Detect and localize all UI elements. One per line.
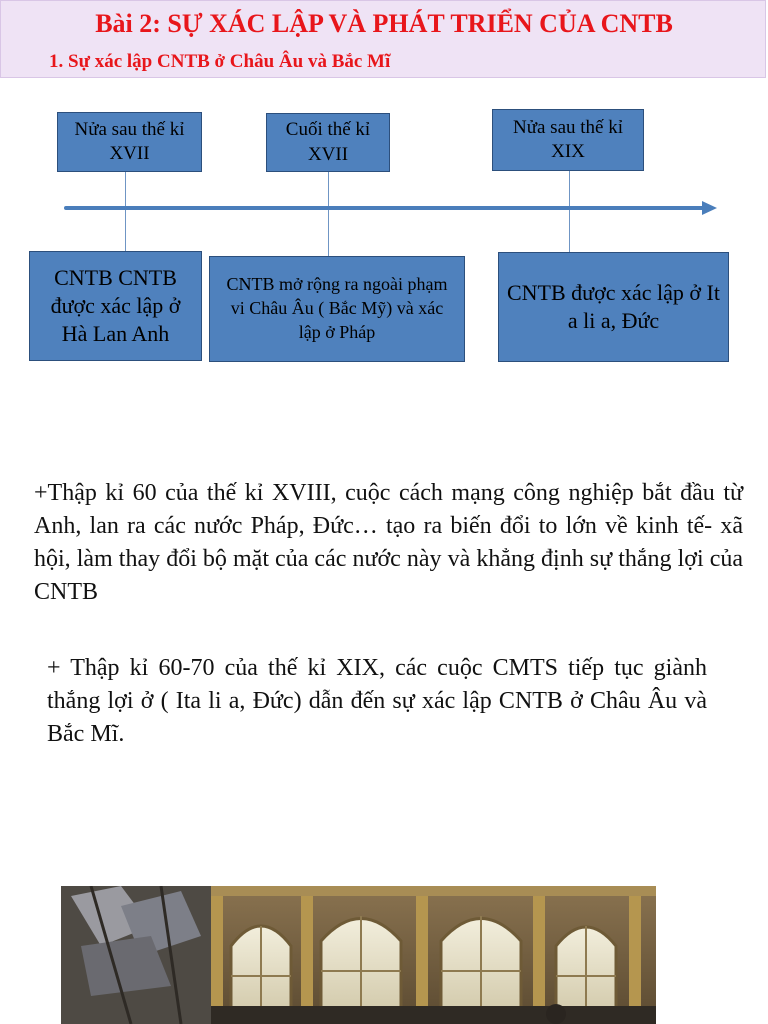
event-box-3 xyxy=(498,252,729,362)
event-text: CNTB được xác lập ở It a li a, Đức xyxy=(507,279,720,333)
period-box-3 xyxy=(492,109,644,171)
slide-header xyxy=(0,0,766,78)
period-label: Nửa sau thế kỉ XIX xyxy=(512,116,624,162)
period-label: Cuối thế kỉ XVII xyxy=(285,119,371,165)
event-text: CNTB mở rộng ra ngoài phạm vi Châu Âu ( Bắc Mỹ) và xác lập ở Pháp xyxy=(226,274,448,342)
historical-painting-image xyxy=(61,886,656,1024)
event-box-1 xyxy=(29,251,202,361)
timeline-arrow xyxy=(0,194,768,224)
event-text: CNTB CNTB được xác lập ở Hà Lan Anh xyxy=(50,264,181,347)
paragraph-industrial-revolution: +Thập kỉ 60 của thế kỉ XVIII, cuộc cách mạng công nghiệp bắt đầu từ Anh, lan ra các nước Pháp, Đức… tạo ra biến đổi to lớn về kinh tế- xã hội, làm thay đổi bộ mặt của các nước này và khẳng định sự thắng lợi của CNTB xyxy=(34,480,743,605)
event-box-2 xyxy=(209,256,465,362)
section-subtitle: 1. Sự xác lập CNTB ở Châu Âu và Bắc Mĩ xyxy=(49,51,391,72)
period-box-2 xyxy=(266,113,390,172)
period-label: Nửa sau thế kỉ XVII xyxy=(74,118,185,164)
period-box-1 xyxy=(57,112,202,172)
paragraph-bourgeois-revolutions: + Thập kỉ 60-70 của thế kỉ XIX, các cuộc CMTS tiếp tục giành thắng lợi ở ( Ita li a, Đức) dẫn đến sự xác lập CNTB ở Châu Âu và Bắc Mĩ. xyxy=(47,655,707,747)
slide-title: Bài 2: SỰ XÁC LẬP VÀ PHÁT TRIỂN CỦA CNTB xyxy=(95,9,673,38)
